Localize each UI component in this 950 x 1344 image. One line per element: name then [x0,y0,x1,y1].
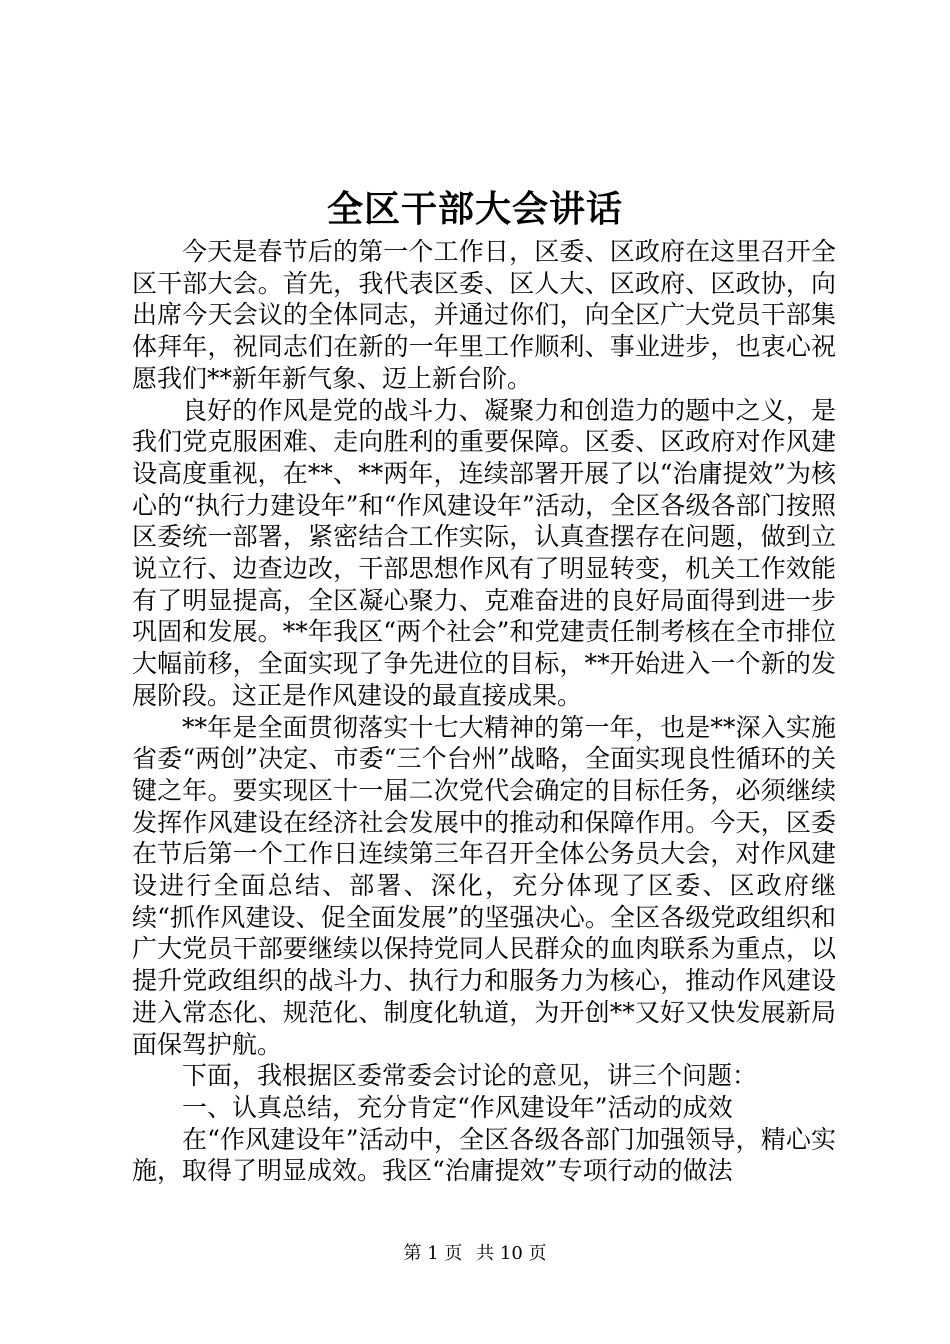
paragraph-outline: 下面，我根据区委常委会讨论的意见，讲三个问题： [182,1061,758,1091]
document-body [132,236,836,1187]
paragraph-achievements: 在“作风建设年”活动中，全区各级各部门加强领导，精心实施，取得了明显成效。我区“治庸提效”专项行动的做法 [132,1124,836,1186]
page-total: 共 10 页 [476,1243,547,1264]
paragraph-greeting: 今天是春节后的第一个工作日，区委、区政府在这里召开全区干部大会。首先，我代表区委、区人大、区政府、区政协，向出席今天会议的全体同志，并通过你们，向全区广大党员干部集体拜年，祝同志们在新的一年里工作顺利、事业进步，也衷心祝愿我们**新年新气象、迈上新台阶。 [132,237,836,393]
section-heading-one: 一、认真总结，充分肯定“作风建设年”活动的成效 [182,1092,733,1122]
paragraph-key-year: **年是全面贯彻落实十七大精神的第一年，也是**深入实施省委“两创”决定、市委“三个台州”战略，全面实现良性循环的关键之年。要实现区十一届二次党代会确定的目标任务，必须继续发挥作风建设在经济社会发展中的推动和保障作用。今天，区委在节后第一个工作日连续第三年召开全体公务员大会，对作风建设进行全面总结、部署、深化，充分体现了区委、区政府继续“抓作风建设、促全面发展”的坚强决心。全区各级党政组织和广大党员干部要继续以保持党同人民群众的血肉联系为重点，以提升党政组织的战斗力、执行力和服务力为核心，推动作风建设进入常态化、规范化、制度化轨道，为开创**又好又快发展新局面保驾护航。 [132,712,836,1059]
document-title: 全区干部大会讲话 [326,188,623,230]
page-number: 第 1 页 [403,1243,463,1264]
paragraph-work-style: 良好的作风是党的战斗力、凝聚力和创造力的题中之义，是我们党克服困难、走向胜利的重要保障。区委、区政府对作风建设高度重视，在**、**两年，连续部署开展了以“治庸提效”为核心的“执行力建设年”和“作风建设年”活动，全区各级各部门按照区委统一部署，紧密结合工作实际，认真查摆存在问题，做到立说立行、边查边改，干部思想作风有了明显转变，机关工作效能有了明显提高，全区凝心聚力、克难奋进的良好局面得到进一步巩固和发展。**年我区“两个社会”和党建责任制考核在全市排位大幅前移，全面实现了争先进位的目标，**开始进入一个新的发展阶段。这正是作风建设的最直接成果。 [132,395,836,710]
page-footer [0,1242,950,1266]
